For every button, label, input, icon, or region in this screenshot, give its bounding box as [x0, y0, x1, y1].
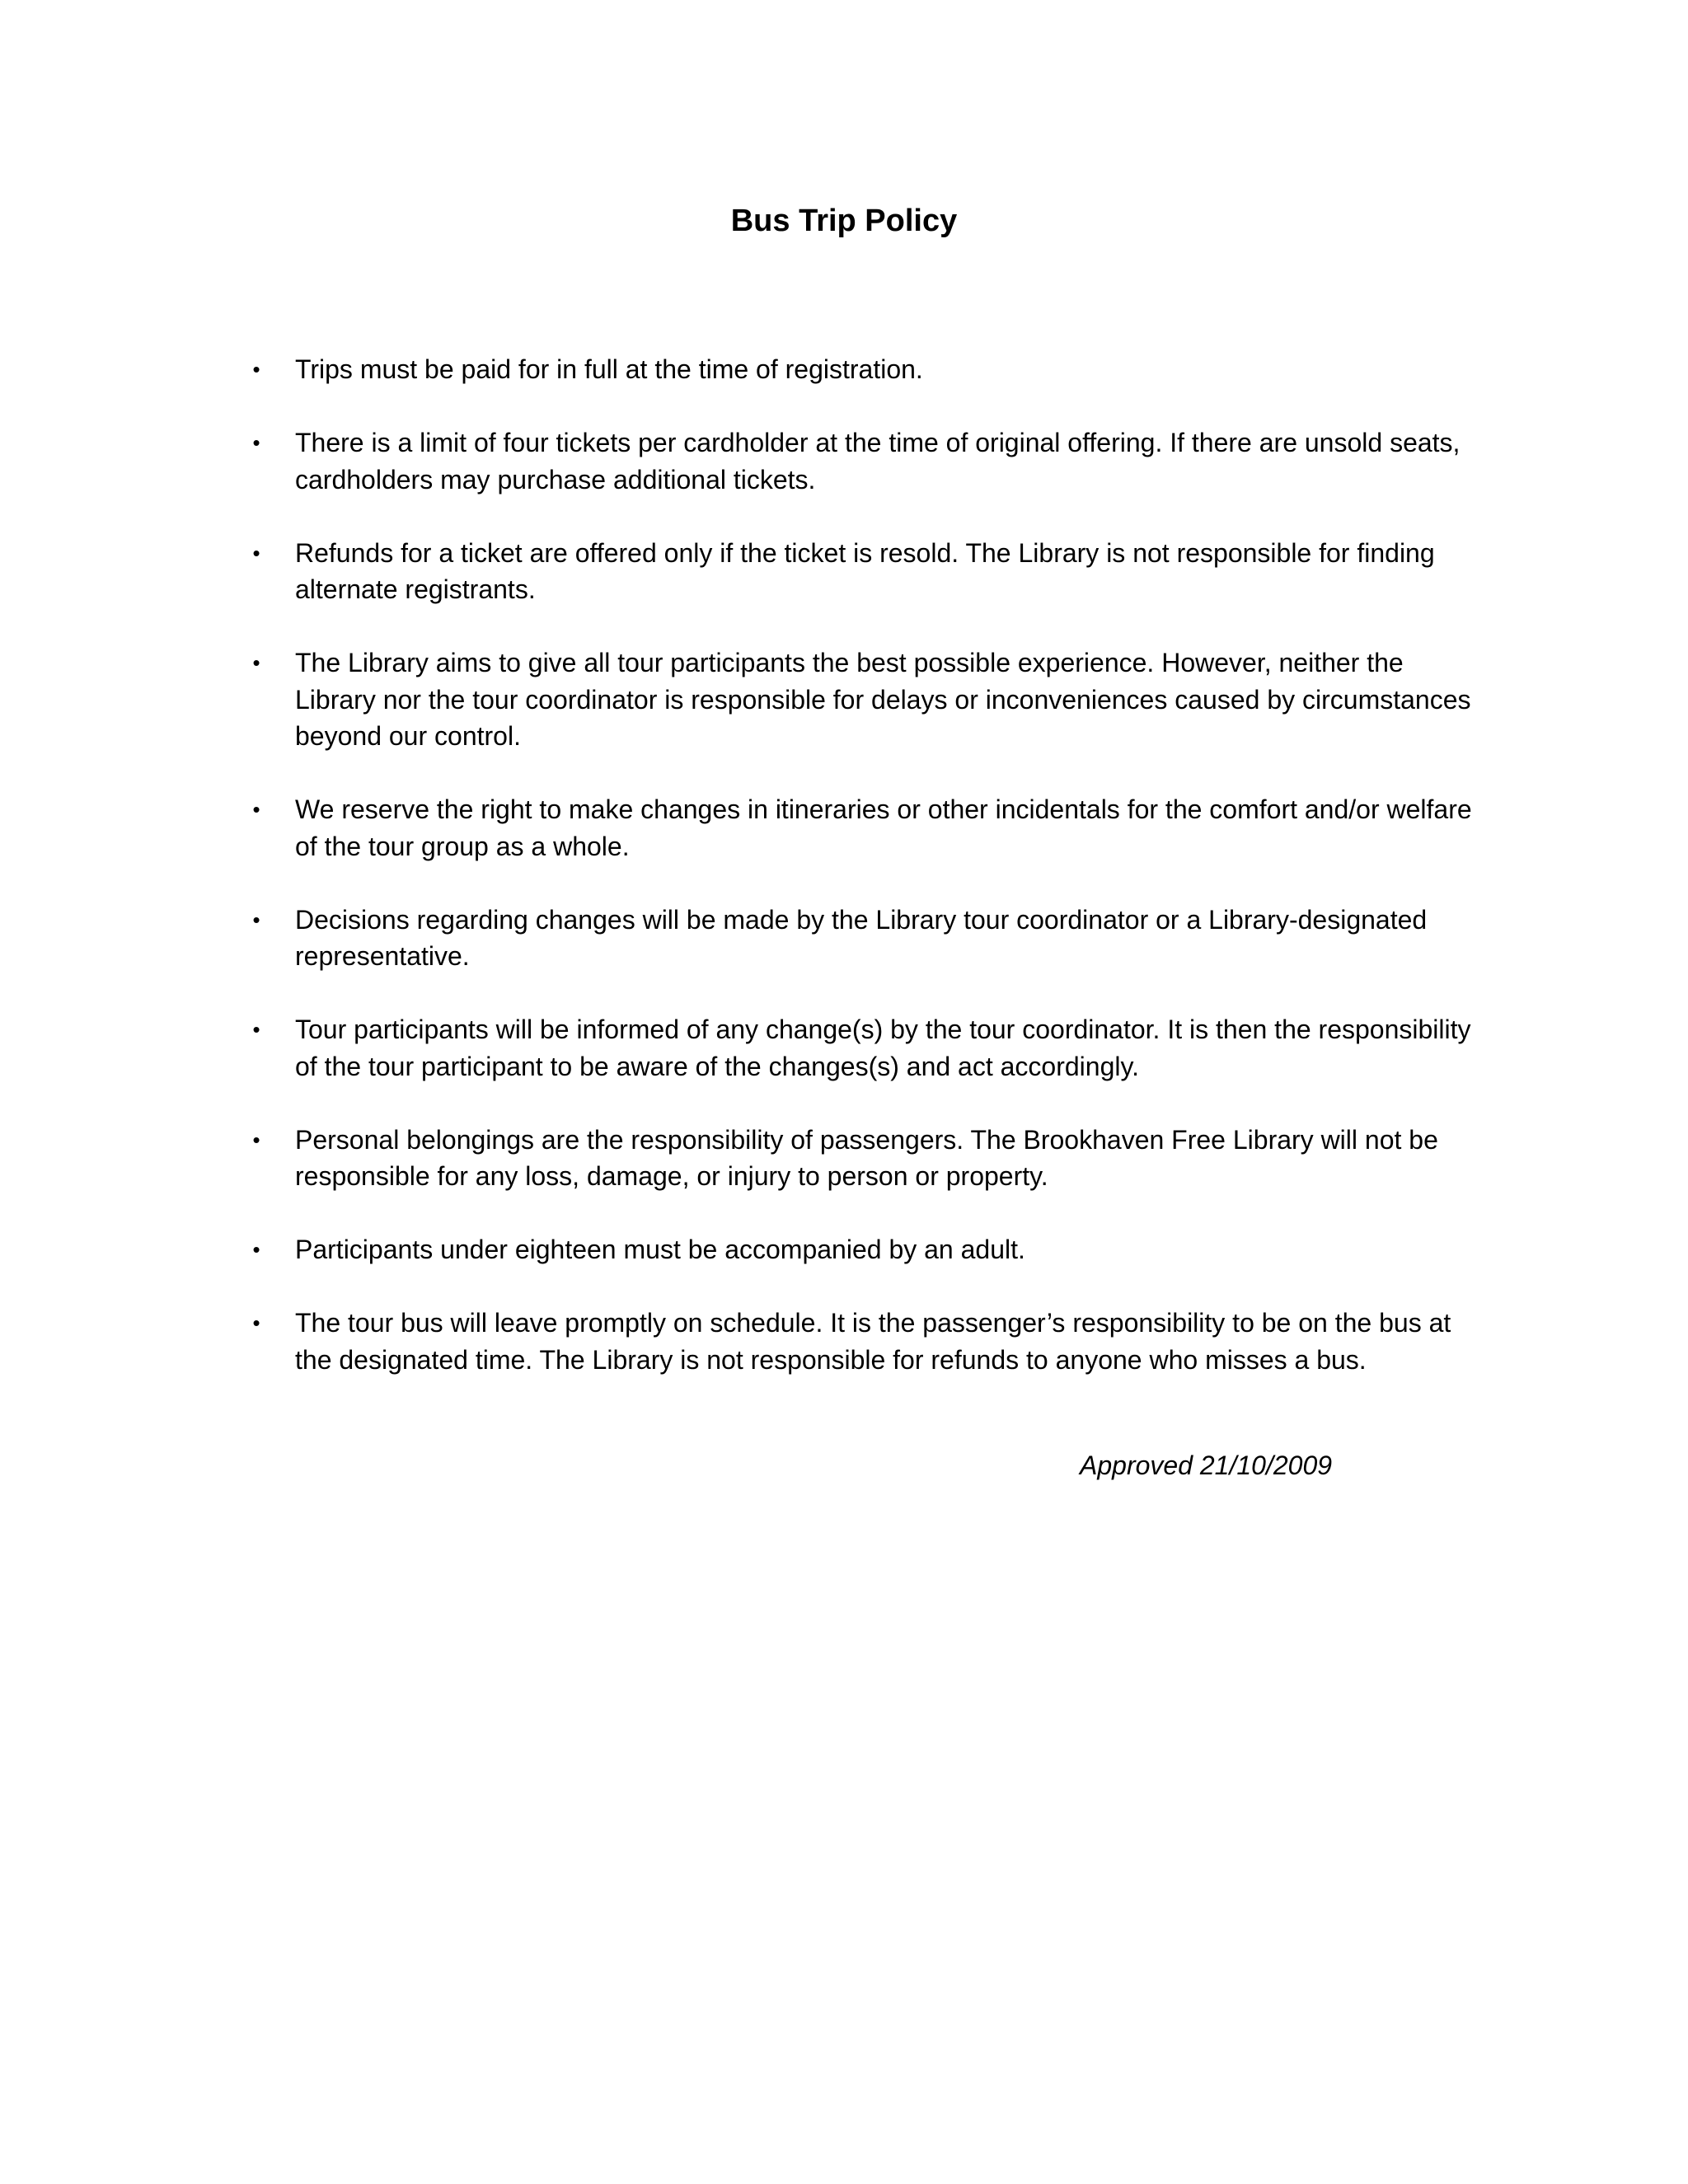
bullet-icon: •	[252, 540, 260, 565]
policy-item	[244, 1231, 1480, 1268]
policy-text: The Library aims to give all tour participants the best possible experience. However, neither the Library nor the tour coordinator is responsible for delays or inconveniences caused by circumstances beyond our control.	[295, 648, 1471, 751]
approval-date: Approved 21/10/2009	[1080, 1451, 1333, 1480]
policy-text: The tour bus will leave promptly on schedule. It is the passenger’s responsibility to be on the bus at the designated time. The Library is not responsible for refunds to anyone who misses a bus.	[295, 1308, 1451, 1375]
bullet-icon: •	[252, 650, 260, 675]
policy-text: Trips must be paid for in full at the time of registration.	[295, 354, 923, 384]
policy-item	[244, 535, 1480, 608]
bullet-icon: •	[252, 1237, 260, 1262]
policy-item	[244, 902, 1480, 975]
policy-item	[244, 424, 1480, 498]
policy-text: Refunds for a ticket are offered only if the ticket is resold. The Library is not responsible for finding alternate registrants.	[295, 537, 1435, 604]
bullet-icon: •	[252, 357, 260, 382]
policy-text: Participants under eighteen must be accompanied by an adult.	[295, 1235, 1025, 1264]
bullet-icon: •	[252, 1127, 260, 1152]
policy-item	[244, 351, 1480, 388]
policy-item	[244, 644, 1480, 755]
policy-item	[244, 791, 1480, 865]
bullet-icon: •	[252, 907, 260, 932]
bullet-icon: •	[252, 430, 260, 455]
policy-item	[244, 1122, 1480, 1195]
policy-text: We reserve the right to make changes in itineraries or other incidentals for the comfort and/or welfare of the tour group as a whole.	[295, 794, 1472, 861]
page-title: Bus Trip Policy	[730, 204, 958, 238]
policy-text: Decisions regarding changes will be made by the Library tour coordinator or a Library-designated representative.	[295, 904, 1428, 971]
policy-text: Tour participants will be informed of any change(s) by the tour coordinator. It is then the responsibility of the tour participant to be aware of the changes(s) and act accordingly.	[295, 1015, 1471, 1081]
policy-item	[244, 1305, 1480, 1378]
bullet-icon: •	[252, 1017, 260, 1042]
policy-list	[244, 351, 1480, 1415]
policy-text: Personal belongings are the responsibility of passengers. The Brookhaven Free Library will not be responsible for any loss, damage, or injury to person or property.	[295, 1124, 1438, 1191]
bullet-icon: •	[252, 1310, 260, 1335]
policy-item	[244, 1011, 1480, 1085]
policy-text: There is a limit of four tickets per cardholder at the time of original offering. If there are unsold seats, cardholders may purchase additional tickets.	[295, 428, 1461, 494]
bullet-icon: •	[252, 797, 260, 822]
